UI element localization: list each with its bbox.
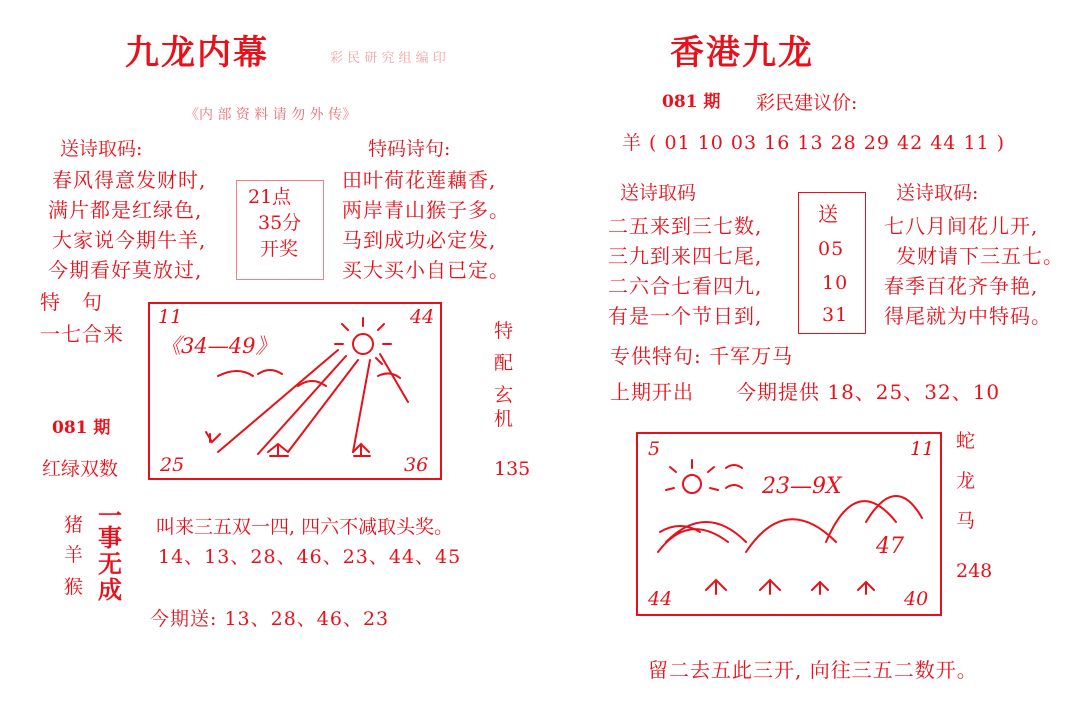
right-poem-line-4: 有是一个节日到, (608, 304, 763, 328)
xuanji-number: 135 (494, 458, 531, 480)
idiom-char-1: 一 (98, 501, 123, 530)
hint-line: 叫来三五双一四, 四六不减取头奖。 (156, 516, 454, 538)
right-picture-num-tr: 11 (910, 438, 935, 460)
right-picture-drawing (636, 432, 938, 612)
right-poem-line-1: 二五来到三七数, (608, 214, 763, 238)
send-box-num-2: 10 (822, 272, 849, 294)
idiom-char-2: 事 (98, 523, 123, 552)
right-poem-title: 送诗取码 (620, 182, 697, 204)
animal-monkey: 猴 (64, 576, 84, 598)
number-line: 14、13、28、46、23、44、45 (158, 546, 462, 568)
right-picture-text: 23—9X (762, 474, 842, 499)
idiom-char-4: 成 (98, 575, 123, 604)
left-intro: 《内 部 资 料 请 勿 外 传》 (185, 107, 357, 123)
side-animal-snake: 蛇 (956, 430, 976, 452)
right-poem2-line-1: 七八月间花儿开, (884, 214, 1039, 238)
draw-time-minute: 35分 (258, 212, 302, 234)
idiom-char-3: 无 (98, 549, 123, 578)
special-title: 特 句 (40, 290, 103, 314)
left-poem2-line-2: 两岸青山猴子多。 (342, 198, 510, 222)
right-picture-num-br: 40 (904, 588, 929, 610)
left-picture-num-tl: 11 (158, 306, 183, 328)
left-poem2-line-1: 田叶荷花莲藕香, (342, 168, 497, 192)
send-box-num-1: 05 (818, 238, 845, 260)
send-box-label: 送 (818, 202, 839, 226)
left-poem-line-2: 满片都是红绿色, (48, 198, 203, 222)
left-picture-num-br: 36 (404, 454, 429, 476)
xuanji-char-3: 玄 (494, 384, 514, 406)
send-line: 今期送: 13、28、46、23 (150, 608, 390, 630)
left-period: 081 期 (52, 418, 111, 438)
xuanji-char-1: 特 (494, 320, 514, 342)
right-picture-num-mid: 47 (876, 534, 904, 559)
side-animal-horse: 马 (956, 510, 976, 532)
left-poem-line-3: 大家说今期牛羊, (52, 228, 207, 252)
side-number: 248 (956, 560, 993, 582)
left-picture-drawing (148, 302, 438, 476)
this-provide: 今期提供 18、25、32、10 (736, 380, 1001, 404)
right-title: 香港九龙 (670, 33, 814, 73)
left-title: 九龙内幕 (125, 33, 269, 73)
special-phrase-right: 专供特句: 千军万马 (610, 344, 794, 368)
left-poem2-line-4: 买大买小自已定。 (342, 258, 510, 282)
send-box-num-3: 31 (822, 304, 849, 326)
last-draw-label: 上期开出 (610, 380, 694, 404)
left-picture-num-bl: 25 (160, 454, 185, 476)
animal-sheep: 羊 (64, 544, 84, 566)
animal-pig: 猪 (64, 514, 84, 536)
right-price-label: 彩民建议价: (756, 92, 858, 114)
right-poem2-line-4: 得尾就为中特码。 (884, 304, 1052, 328)
right-period: 081 期 (662, 92, 721, 112)
right-poem-line-3: 二六合七看四九, (608, 274, 763, 298)
left-poem-title: 送诗取码: (60, 138, 143, 160)
left-poem-line-1: 春风得意发财时, (52, 168, 207, 192)
left-picture-num-tr: 44 (410, 306, 435, 328)
left-poem2-line-3: 马到成功必定发, (342, 228, 497, 252)
right-poem2-line-3: 春季百花齐争艳, (884, 274, 1039, 298)
left-poem-line-4: 今期看好莫放过, (48, 258, 203, 282)
right-poem2-line-2: 发财请下三五七。 (896, 244, 1064, 268)
right-picture-num-tl: 5 (648, 438, 661, 460)
left-subtitle: 彩 民 研 究 组 编 印 (330, 51, 446, 66)
draw-time-hour: 21点 (248, 186, 292, 208)
red-green-label: 红绿双数 (42, 458, 119, 480)
right-poem-line-2: 三九到来四七尾, (608, 244, 763, 268)
side-animal-dragon: 龙 (956, 470, 976, 492)
left-picture-text: 《34—49》 (160, 334, 277, 358)
xuanji-char-4: 机 (494, 408, 514, 430)
right-footer: 留二去五此三开, 向往三五二数开。 (648, 658, 978, 682)
draw-time-label: 开奖 (260, 238, 299, 260)
right-poem2-title: 送诗取码: (896, 182, 979, 204)
xuanji-char-2: 配 (494, 352, 514, 374)
special-phrase: 一七合来 (40, 322, 124, 346)
right-picture-num-bl: 44 (648, 588, 673, 610)
zodiac-line: 羊 ( 01 10 03 16 13 28 29 42 44 11 ) (622, 132, 1006, 154)
left-poem2-title: 特码诗句: (368, 138, 451, 160)
